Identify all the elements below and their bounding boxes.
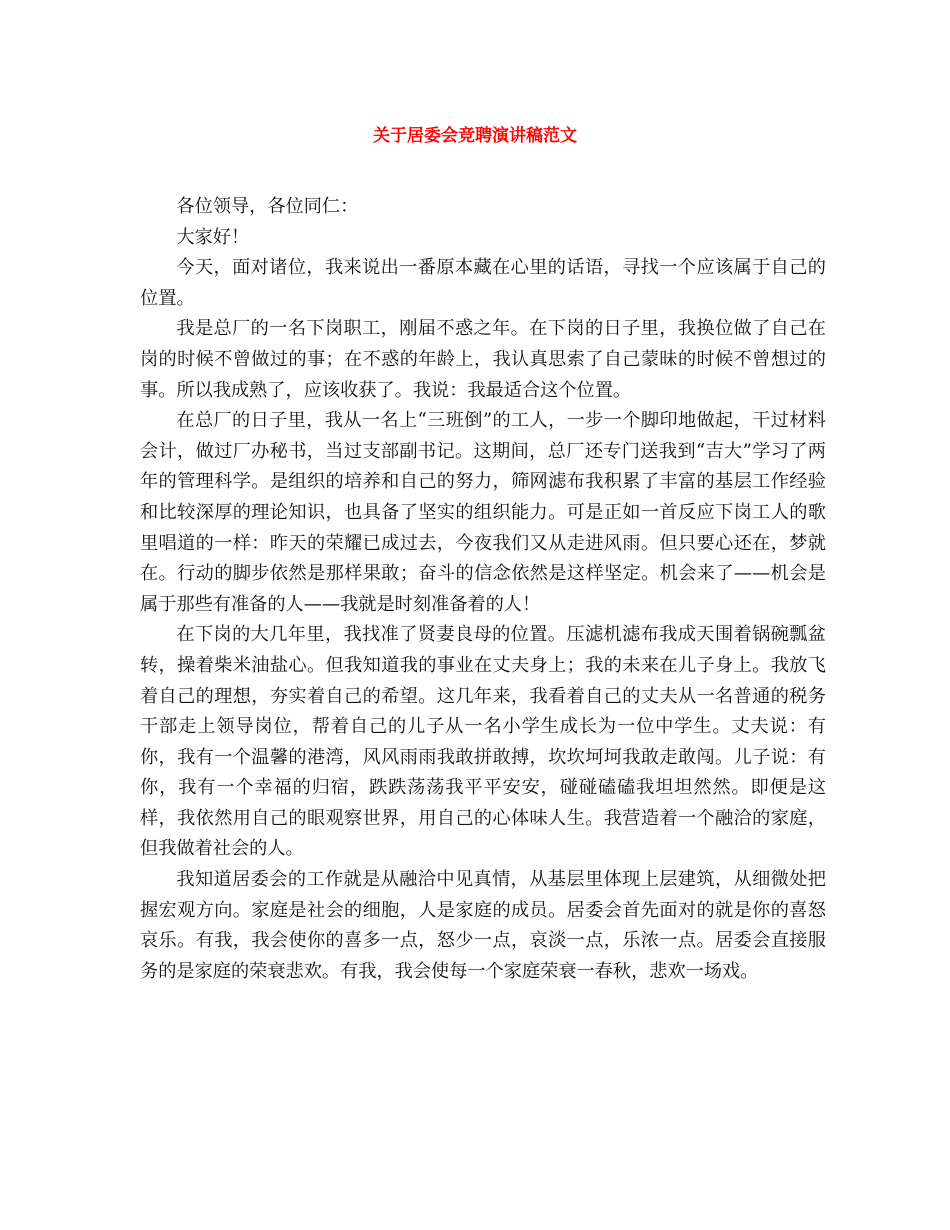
document-body xyxy=(140,192,826,987)
document-title: 关于居委会竞聘演讲稿范文 xyxy=(373,126,577,146)
paragraph-work-experience: 在总厂的日子里，我从一名上“三班倒”的工人，一步一个脚印地做起，干过材料会计，做过厂办秘书，当过支部副书记。这期间，总厂还专门送我到“吉大”学习了两年的管理科学。是组织的培养和自己的努力，筛网滤布我积累了丰富的基层工作经验和比较深厚的理论知识，也具备了坚实的组织能力。可是正如一首反应下岗工人的歌里唱道的一样：昨天的荣耀已成过去，今夜我们又从走进风雨。但只要心还在，梦就在。行动的脚步依然是那样果敢；奋斗的信念依然是这样坚定。机会来了——机会是属于那些有准备的人——我就是时刻准备着的人！ xyxy=(140,410,826,615)
paragraph-greeting: 大家好！ xyxy=(176,226,250,248)
paragraph-self-introduction: 我是总厂的一名下岗职工，刚届不惑之年。在下岗的日子里，我换位做了自己在岗的时候不曾做过的事；在不惑的年龄上，我认真思索了自己蒙昧的时候不曾想过的事。所以我成熟了，应该收获了。我说：我最适合这个位置。 xyxy=(140,318,826,401)
paragraph-family-life: 在下岗的大几年里，我找准了贤妻良母的位置。压滤机滤布我成天围着锅碗瓢盆转，操着柴米油盐心。但我知道我的事业在丈夫身上；我的未来在儿子身上。我放飞着自己的理想，夯实着自己的希望。这几年来，我看着自己的丈夫从一名普通的税务干部走上领导岗位，帮着自己的儿子从一名小学生成长为一位中学生。丈夫说：有你，我有一个温馨的港湾，风风雨雨我敢拼敢搏，坎坎坷坷我敢走敢闯。儿子说：有你，我有一个幸福的归宿，跌跌荡荡我平平安安，碰碰磕磕我坦坦然然。即便是这样，我依然用自己的眼观察世界，用自己的心体味人生。我营造着一个融洽的家庭，但我做着社会的人。 xyxy=(140,624,826,860)
paragraph-intro: 今天，面对诸位，我来说出一番原本藏在心里的话语，寻找一个应该属于自己的位置。 xyxy=(140,257,826,309)
paragraph-salutation: 各位领导，各位同仁： xyxy=(176,196,359,217)
paragraph-committee-work: 我知道居委会的工作就是从融洽中见真情，从基层里体现上层建筑，从细微处把握宏观方向。家庭是社会的细胞，人是家庭的成员。居委会首先面对的就是你的喜怒哀乐。有我，我会使你的喜多一点，怒少一点，哀淡一点，乐浓一点。居委会直接服务的是家庭的荣衰悲欢。有我，我会使每一个家庭荣衰一春秋，悲欢一场戏。 xyxy=(140,869,826,982)
